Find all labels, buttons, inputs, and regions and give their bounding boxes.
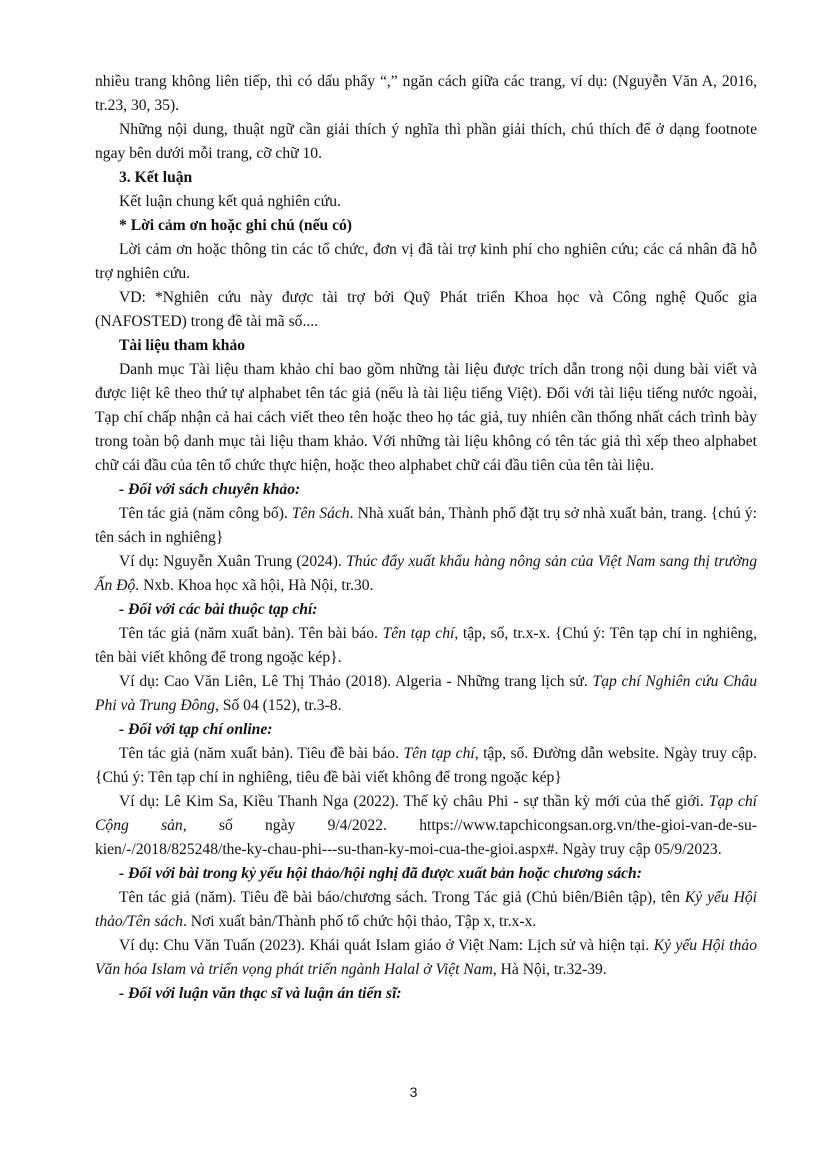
reference-format: Tên tác giả (năm xuất bản). Tiêu đề bài báo. Tên tạp chí, tập, số. Đường dẫn website. Ngày truy cập. {Chú ý: Tên tạp chí in nghiêng, tiêu đề bài viết không để trong ngoặc kép} [95, 745, 757, 786]
reference-format: Tên tác giả (năm). Tiêu đề bài báo/chương sách. Trong Tác giả (Chủ biên/Biên tập), tên Kỷ yếu Hội thảo/Tên sách. Nơi xuất bản/Thành phố tổ chức hội thảo, Tập x, tr.x-x. [95, 889, 757, 930]
reference-example: Ví dụ: Chu Văn Tuấn (2023). Khái quát Islam giáo ở Việt Nam: Lịch sử và hiện tại. Kỷ yếu Hội thảo Văn hóa Islam và triển vọng phát triển ngành Halal ở Việt Nam, Hà Nội, tr.32-39. [95, 937, 757, 978]
section-heading-acknowledgement: * Lời cảm ơn hoặc ghi chú (nếu có) [119, 217, 352, 234]
reference-example: Ví dụ: Cao Văn Liên, Lê Thị Thảo (2018). Algeria - Những trang lịch sử. Tạp chí Nghiên cứu Châu Phi và Trung Đông, Số 04 (152), tr.3-8. [95, 673, 757, 714]
reference-type-heading: - Đối với luận văn thạc sĩ và luận án tiến sĩ: [119, 985, 402, 1002]
page-body [95, 70, 757, 1006]
reference-example: Ví dụ: Nguyễn Xuân Trung (2024). Thúc đẩy xuất khẩu hàng nông sản của Việt Nam sang thị trường Ấn Độ. Nxb. Khoa học xã hội, Hà Nội, tr.30. [95, 553, 757, 594]
reference-format: Tên tác giả (năm công bố). Tên Sách. Nhà xuất bản, Thành phố đặt trụ sở nhà xuất bản, trang. {chú ý: tên sách in nghiêng} [95, 505, 757, 546]
reference-format: Tên tác giả (năm xuất bản). Tên bài báo. Tên tạp chí, tập, số, tr.x-x. {Chú ý: Tên tạp chí in nghiêng, tên bài viết không để trong ngoặc kép}. [95, 625, 757, 666]
reference-type-heading: - Đối với sách chuyên khảo: [119, 481, 301, 498]
page-number: 3 [409, 1084, 418, 1100]
body-paragraph: Danh mục Tài liệu tham khảo chỉ bao gồm những tài liệu được trích dẫn trong nội dung bài viết và được liệt kê theo thứ tự alphabet tên tác giả (nếu là tài liệu tiếng Việt). Đối với tài liệu tiếng nước ngoài, Tạp chí chấp nhận cả hai cách viết theo tên hoặc theo họ tác giả, tuy nhiên cần thống nhất cách trình bày trong toàn bộ danh mục tài liệu tham khảo. Với những tài liệu không có tên tác giả thì xếp theo alphabet chữ cái đầu của tên tổ chức thực hiện, hoặc theo alphabet chữ cái đầu tiên của tên tài liệu. [95, 361, 757, 474]
body-paragraph: Những nội dung, thuật ngữ cần giải thích ý nghĩa thì phần giải thích, chú thích để ở dạng footnote ngay bên dưới mỗi trang, cỡ chữ 10. [95, 121, 757, 162]
reference-type-heading: - Đối với bài trong kỷ yếu hội thảo/hội nghị đã được xuất bản hoặc chương sách: [119, 865, 642, 882]
section-heading-references: Tài liệu tham khảo [119, 337, 246, 354]
reference-type-heading: - Đối với các bài thuộc tạp chí: [119, 601, 318, 618]
reference-example: Ví dụ: Lê Kim Sa, Kiều Thanh Nga (2022). Thế kỷ châu Phi - sự thần kỳ mới của thế giới. Tạp chí Cộng sản, số ngày 9/4/2022. https://www.tapchicongsan.org.vn/the-gioi-van-de-su-kien/-/2018/825248/the-ky-chau-phi---su-than-ky-moi-cua-the-gioi.aspx#. Ngày truy cập 05/9/2023. [95, 793, 758, 858]
section-heading-conclusion: 3. Kết luận [119, 169, 193, 186]
body-paragraph: nhiều trang không liên tiếp, thì có dấu phẩy “,” ngăn cách giữa các trang, ví dụ: (Nguyễn Văn A, 2016, tr.23, 30, 35). [95, 73, 757, 114]
body-paragraph: Kết luận chung kết quả nghiên cứu. [119, 193, 341, 210]
reference-type-heading: - Đối với tạp chí online: [119, 721, 273, 738]
body-paragraph: Lời cảm ơn hoặc thông tin các tổ chức, đơn vị đã tài trợ kinh phí cho nghiên cứu; các cá nhân đã hỗ trợ nghiên cứu. [95, 241, 757, 282]
body-paragraph: VD: *Nghiên cứu này được tài trợ bởi Quỹ Phát triển Khoa học và Công nghệ Quốc gia (NAFOSTED) trong đề tài mã số.... [95, 289, 757, 330]
